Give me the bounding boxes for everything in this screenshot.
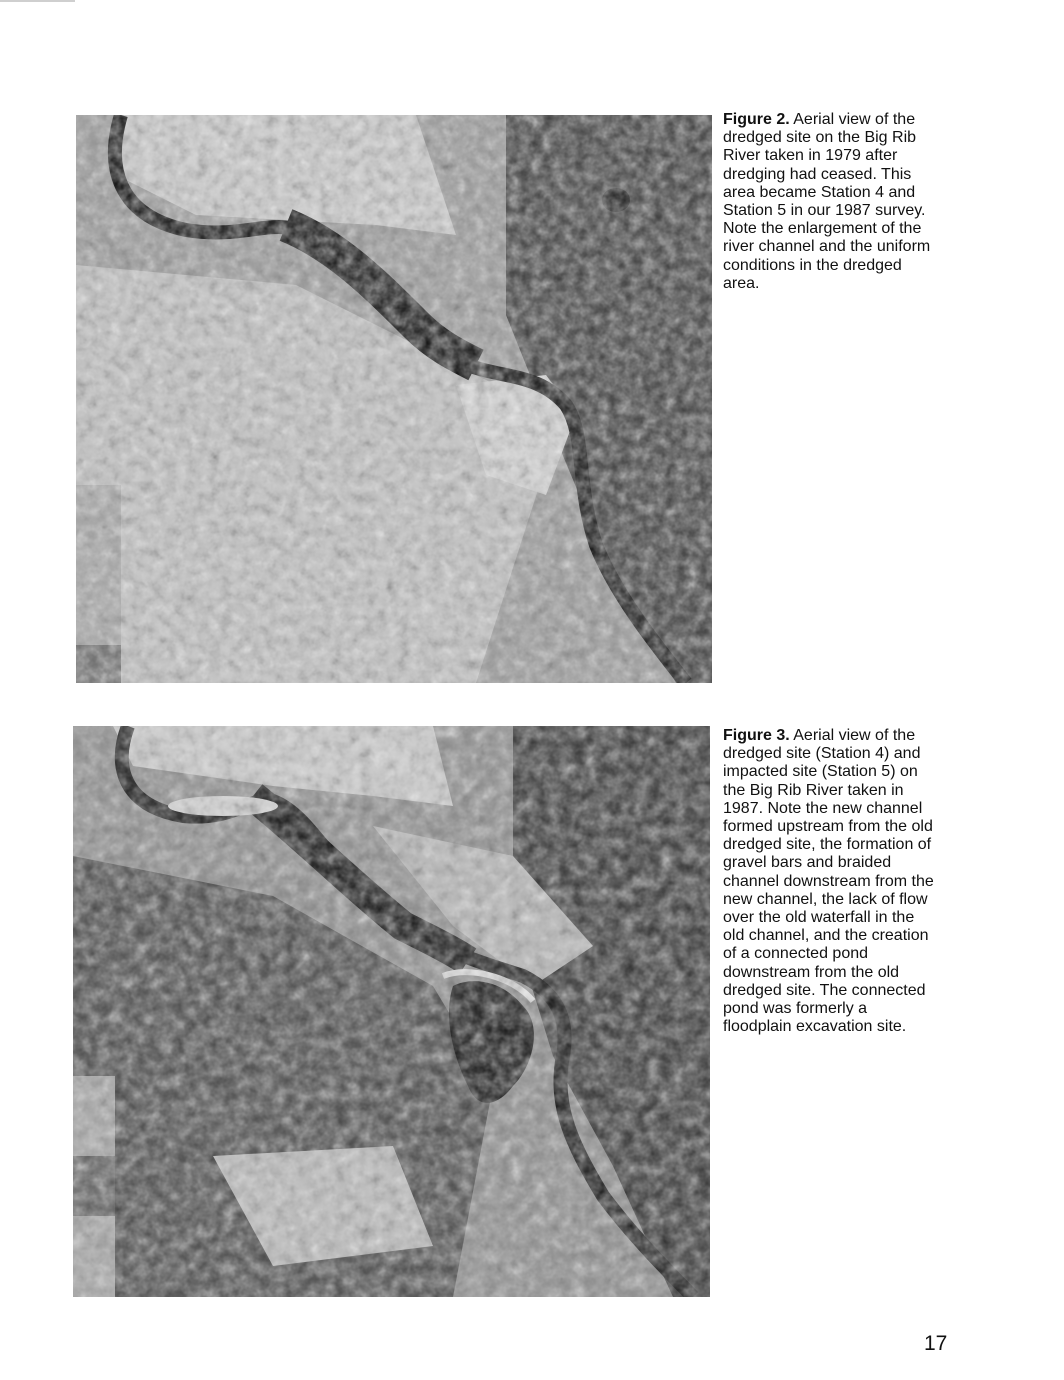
figure-2-caption	[723, 111, 938, 293]
scan-edge-mark	[0, 0, 75, 2]
page-number: 17	[924, 1332, 948, 1355]
figure-2-label: Figure 2.	[723, 111, 790, 128]
figure-2-caption-text: Aerial view of the dredged site on the Big Rib River taken in 1979 after dredging had ceased. This area became Station 4 and Station 5 in our 1987 survey. Note the enlargement of the river channel and the uniform conditions in the dredged area.	[723, 111, 931, 292]
figure-3-caption-text: Aerial view of the dredged site (Station 4) and impacted site (Station 5) on the Big Rib River taken in 1987. Note the new channel formed upstream from the old dredged site, the formation of gravel bars and braided channel downstream from the new channel, the lack of flow over the old waterfall in the old channel, and the creation of a connected pond downstream from the old dredged site. The connected pond was formerly a floodplain excavation site.	[723, 727, 934, 1036]
figure-3-caption	[723, 727, 938, 1036]
figure-3-aerial-photo	[73, 726, 710, 1297]
figure-3-label: Figure 3.	[723, 727, 790, 744]
figure-2-aerial-photo	[76, 115, 712, 683]
